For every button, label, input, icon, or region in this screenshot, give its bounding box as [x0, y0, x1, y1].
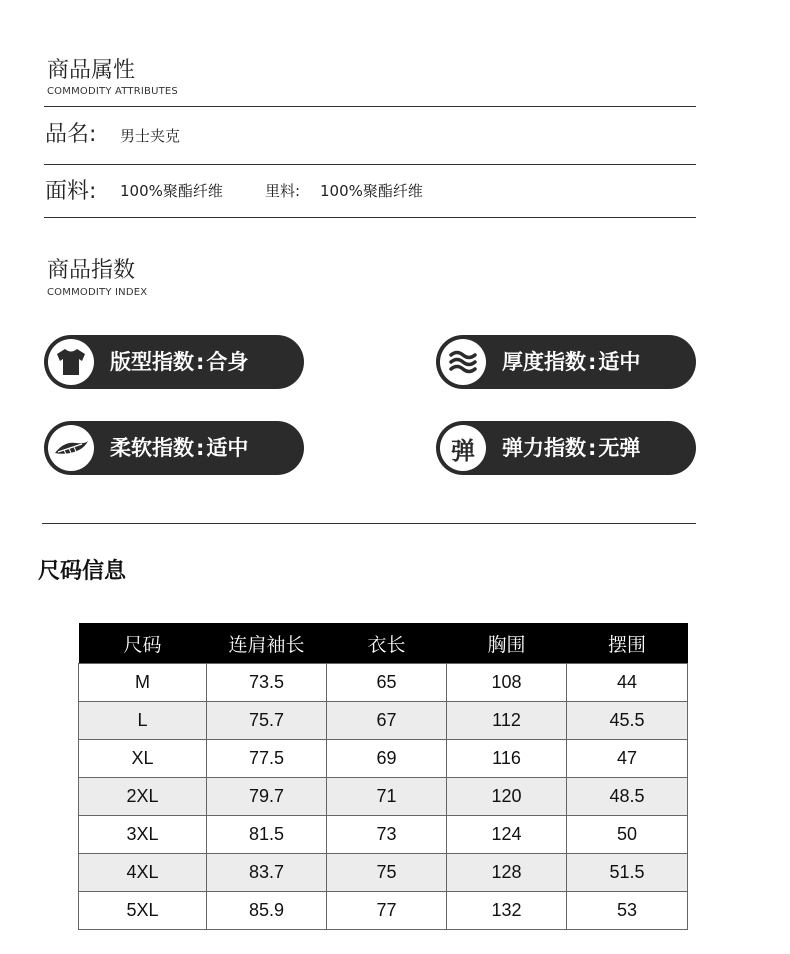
- elastic-char-icon: [440, 425, 486, 471]
- index-colon: :: [588, 436, 597, 460]
- header-sleeve-length: 连肩袖长: [207, 623, 327, 664]
- table-row: [79, 664, 688, 702]
- divider: [44, 106, 696, 107]
- table-row: [79, 702, 688, 740]
- feather-icon: [48, 425, 94, 471]
- table-cell: 116: [447, 740, 567, 778]
- size-info-title: 尺码信息: [38, 559, 127, 584]
- index-label: 厚度指数: [502, 350, 586, 374]
- table-cell: 75.7: [207, 702, 327, 740]
- index-label: 版型指数: [110, 350, 194, 374]
- table-cell: 73.5: [207, 664, 327, 702]
- lining-value: 100%聚酯纤维: [320, 182, 423, 200]
- table-row: [79, 778, 688, 816]
- softness-index-pill: [44, 421, 304, 475]
- table-cell: XL: [79, 740, 207, 778]
- index-colon: :: [588, 350, 597, 374]
- table-cell: 53: [567, 892, 688, 930]
- table-cell: 4XL: [79, 854, 207, 892]
- tshirt-icon: [48, 339, 94, 385]
- table-cell: 83.7: [207, 854, 327, 892]
- divider: [42, 523, 696, 524]
- table-cell: 48.5: [567, 778, 688, 816]
- lining-label: 里料:: [265, 182, 301, 200]
- table-header-row: [79, 623, 688, 664]
- index-value: 合身: [206, 350, 249, 374]
- divider: [44, 217, 696, 218]
- elastic-char: 弹: [451, 436, 475, 465]
- table-row: [79, 816, 688, 854]
- fabric-label: 面料:: [45, 179, 97, 204]
- index-title: 商品指数: [47, 258, 136, 283]
- table-cell: 79.7: [207, 778, 327, 816]
- table-cell: 51.5: [567, 854, 688, 892]
- table-row: [79, 892, 688, 930]
- table-cell: 67: [327, 702, 447, 740]
- table-cell: 45.5: [567, 702, 688, 740]
- table-cell: 73: [327, 816, 447, 854]
- index-label: 弹力指数: [502, 436, 586, 460]
- index-subtitle: COMMODITY INDEX: [47, 287, 148, 298]
- size-table: [78, 623, 688, 930]
- attributes-subtitle: COMMODITY ATTRIBUTES: [47, 86, 178, 97]
- index-colon: :: [196, 436, 205, 460]
- index-value: 适中: [598, 350, 641, 374]
- table-cell: 47: [567, 740, 688, 778]
- table-cell: 108: [447, 664, 567, 702]
- index-colon: :: [196, 350, 205, 374]
- table-cell: 77.5: [207, 740, 327, 778]
- elasticity-index-pill: [436, 421, 696, 475]
- fabric-value: 100%聚酯纤维: [120, 182, 223, 200]
- table-cell: 81.5: [207, 816, 327, 854]
- header-chest: 胸围: [447, 623, 567, 664]
- table-cell: M: [79, 664, 207, 702]
- divider: [44, 164, 696, 165]
- fit-index-pill: [44, 335, 304, 389]
- table-cell: 44: [567, 664, 688, 702]
- product-name-value: 男士夹克: [120, 127, 181, 145]
- table-cell: 69: [327, 740, 447, 778]
- table-row: [79, 854, 688, 892]
- table-cell: 132: [447, 892, 567, 930]
- table-cell: 124: [447, 816, 567, 854]
- product-name-label: 品名:: [45, 122, 97, 147]
- index-value: 无弹: [598, 436, 641, 460]
- index-label: 柔软指数: [110, 436, 194, 460]
- table-cell: 120: [447, 778, 567, 816]
- waves-icon: [440, 339, 486, 385]
- table-row: [79, 740, 688, 778]
- table-cell: 3XL: [79, 816, 207, 854]
- table-cell: 5XL: [79, 892, 207, 930]
- table-cell: 50: [567, 816, 688, 854]
- table-cell: 2XL: [79, 778, 207, 816]
- table-cell: L: [79, 702, 207, 740]
- header-size: 尺码: [79, 623, 207, 664]
- thickness-index-pill: [436, 335, 696, 389]
- table-cell: 65: [327, 664, 447, 702]
- table-cell: 128: [447, 854, 567, 892]
- header-hem: 摆围: [567, 623, 688, 664]
- table-cell: 112: [447, 702, 567, 740]
- table-cell: 75: [327, 854, 447, 892]
- table-cell: 77: [327, 892, 447, 930]
- header-body-length: 衣长: [327, 623, 447, 664]
- index-value: 适中: [206, 436, 249, 460]
- attributes-title: 商品属性: [47, 58, 136, 83]
- table-cell: 71: [327, 778, 447, 816]
- table-cell: 85.9: [207, 892, 327, 930]
